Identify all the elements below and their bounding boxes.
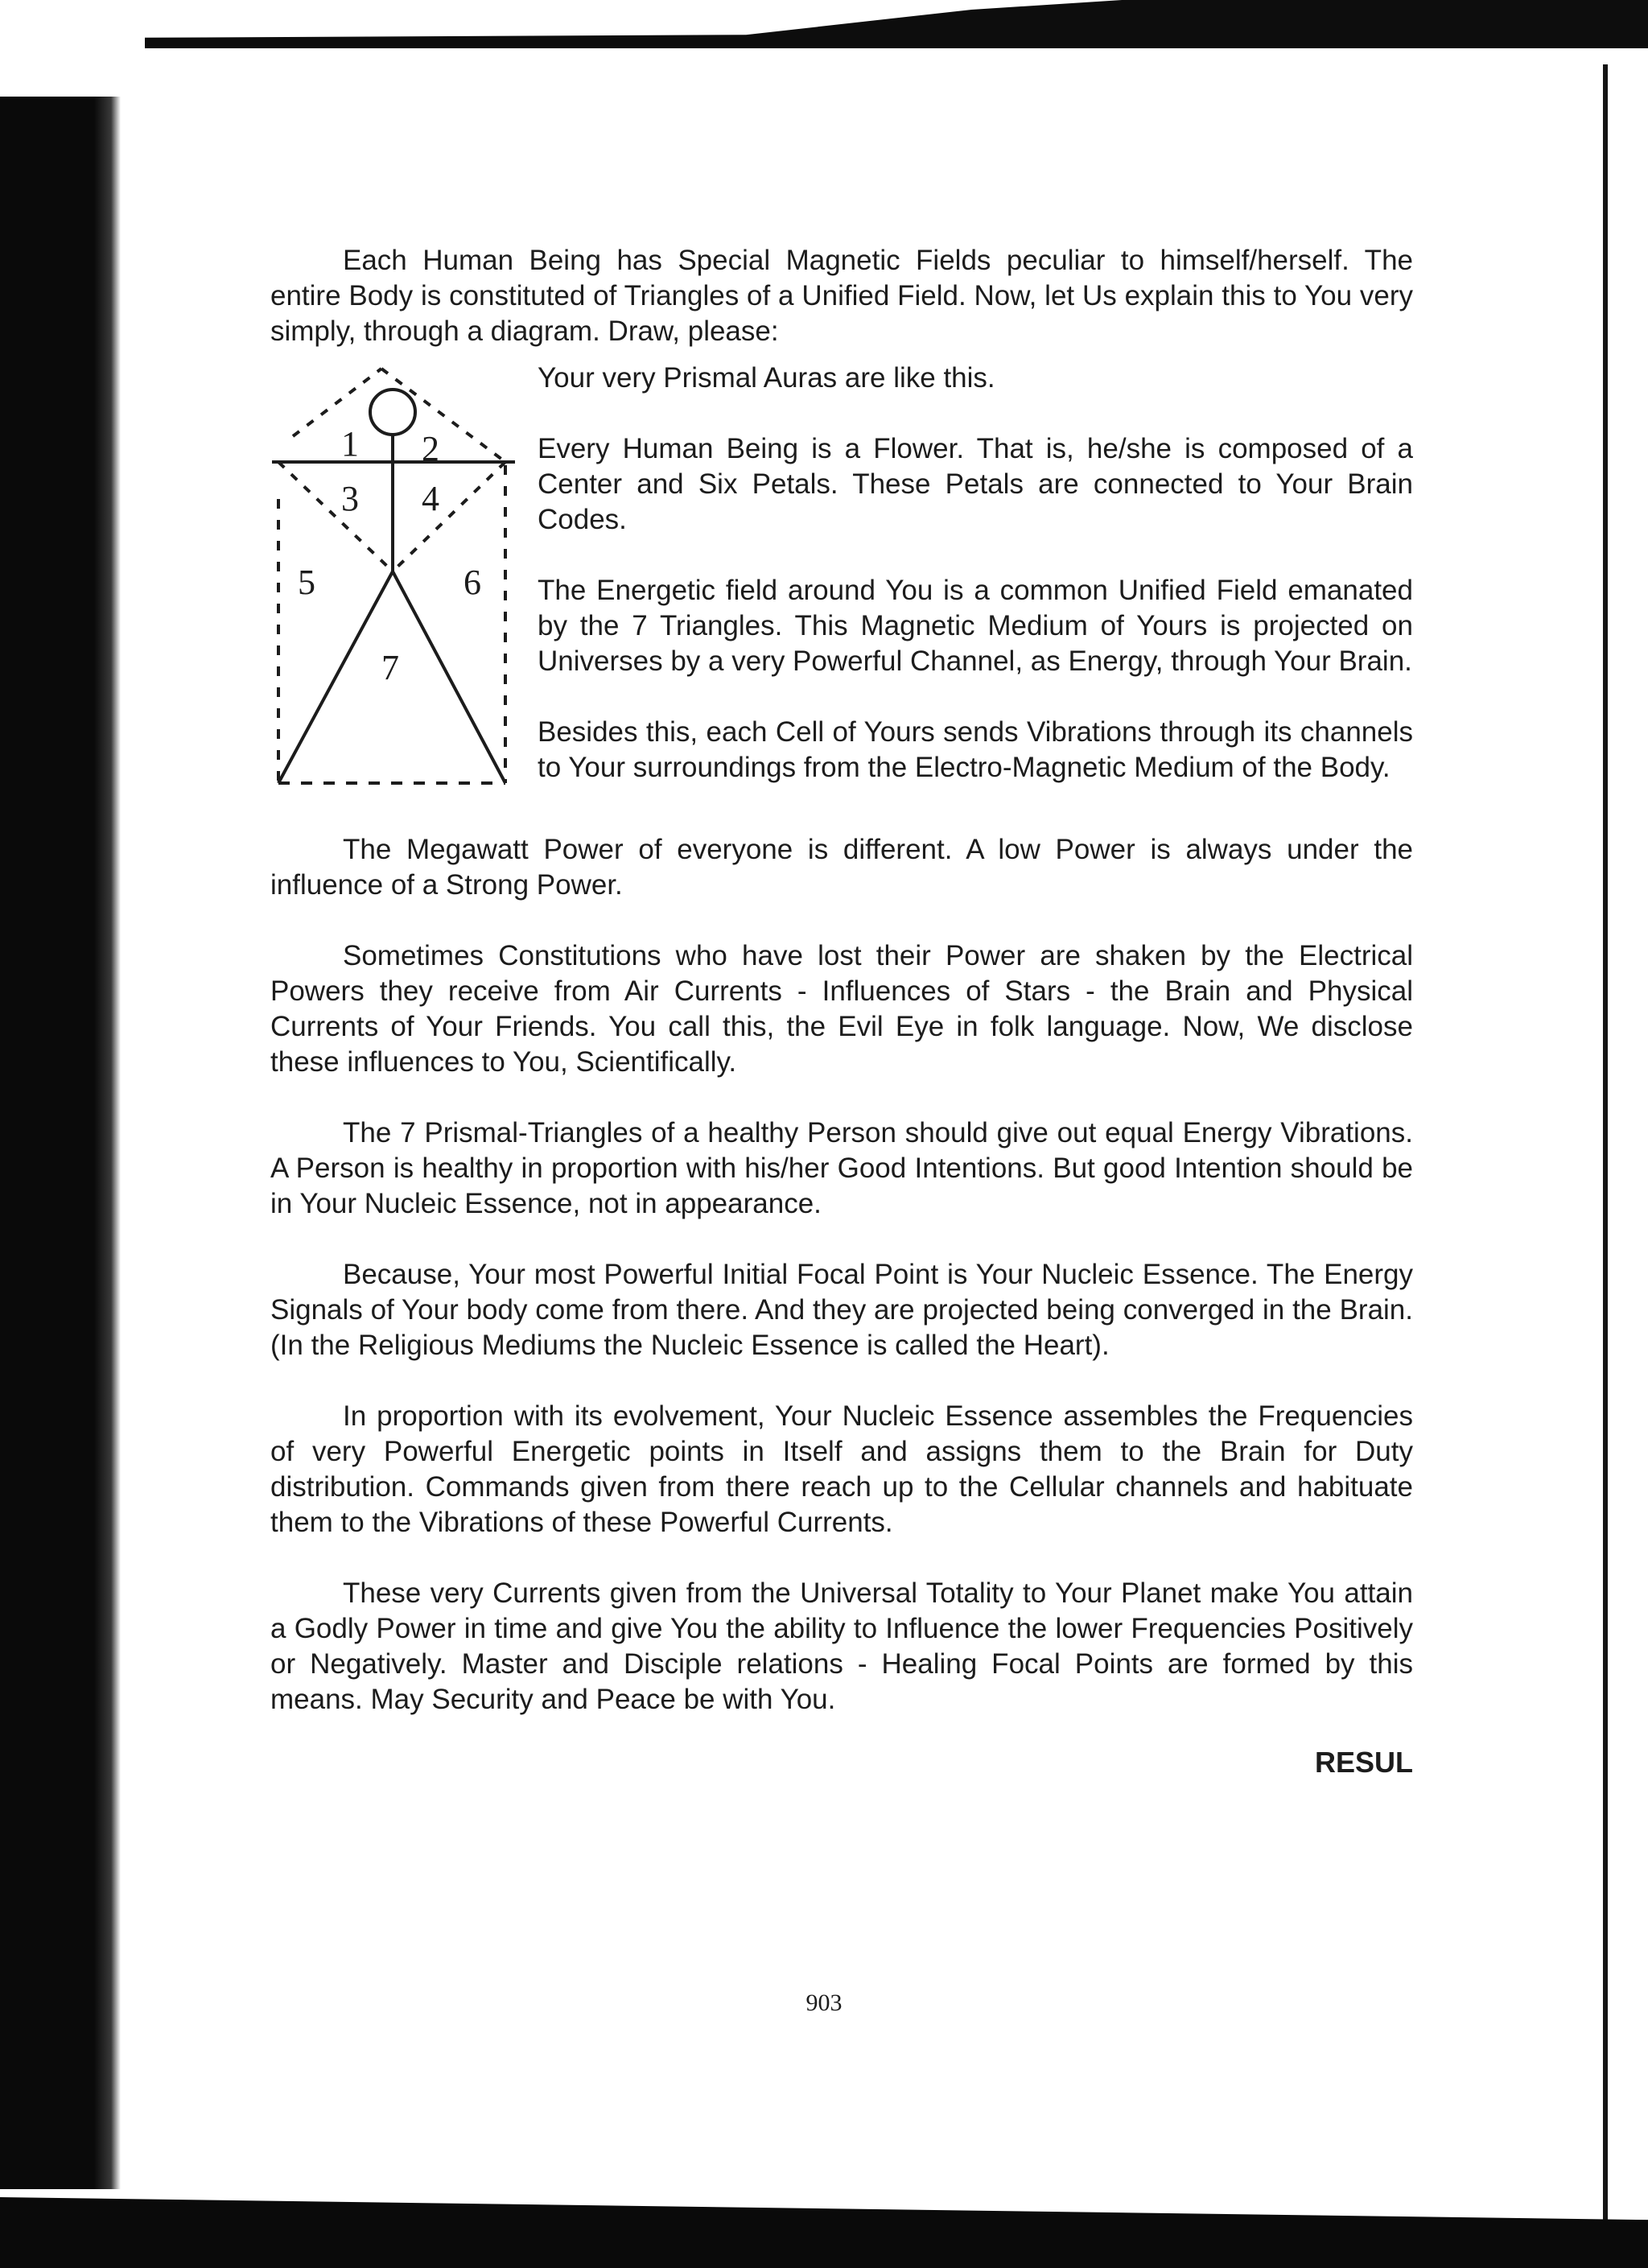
body-paragraph: In proportion with its evolvement, Your Nucleic Essence assembles the Frequencies of very Powerful Energetic points in Itself and assigns them to the Brain for Duty distribution. Commands given from there reach up to the Cellular channels and habituate them to the Vibrations of these Powerful Currents. bbox=[270, 1400, 1413, 1538]
side-paragraph: Your very Prismal Auras are like this. bbox=[538, 362, 995, 394]
figure-side-text bbox=[538, 361, 1413, 786]
triangle-label-4: 4 bbox=[422, 479, 439, 518]
figure-block bbox=[270, 361, 1413, 795]
body-paragraph: The 7 Prismal-Triangles of a healthy Person should give out equal Energy Vibrations. A Person is healthy in proportion with his/her Good Intentions. But good Intention should be in Your Nucleic Essence, not in appearance. bbox=[270, 1117, 1413, 1219]
scan-edge-top bbox=[145, 0, 1648, 48]
triangle-label-1: 1 bbox=[341, 424, 359, 464]
scan-edge-bottom bbox=[0, 2197, 1648, 2268]
triangle-label-3: 3 bbox=[341, 479, 359, 518]
signature: RESUL bbox=[1314, 1746, 1413, 1779]
triangle-label-6: 6 bbox=[464, 563, 481, 602]
left-leg bbox=[278, 571, 393, 783]
side-paragraph: Besides this, each Cell of Yours sends Vibrations through its channels to Your surroundings from the Electro-Magnetic Medium of the Body. bbox=[538, 716, 1413, 783]
side-paragraph: The Energetic field around You is a common Unified Field emanated by the 7 Triangles. This Magnetic Medium of Yours is projected on Universes by a very Powerful Channel, as Energy, through Your Brain. bbox=[538, 575, 1413, 677]
diagonal-right bbox=[393, 462, 505, 571]
body-paragraph: The Megawatt Power of everyone is different. A low Power is always under the influence of a Strong Power. bbox=[270, 834, 1413, 901]
prismal-aura-diagram bbox=[264, 361, 521, 795]
triangle-label-7: 7 bbox=[381, 648, 399, 687]
right-leg bbox=[393, 571, 505, 783]
aura-line-top-right bbox=[381, 369, 505, 462]
head-circle bbox=[370, 390, 415, 435]
scan-edge-left bbox=[0, 97, 121, 2189]
page-content bbox=[270, 243, 1413, 1780]
page-number: 903 bbox=[805, 1990, 843, 2016]
intro-paragraph: Each Human Being has Special Magnetic Fields peculiar to himself/herself. The entire Body is constituted of Triangles of a Unified Field. Now, let Us explain this to You very simply, through a diagram. Draw, please: bbox=[270, 245, 1413, 347]
triangle-label-2: 2 bbox=[422, 429, 439, 468]
diagonal-left bbox=[278, 462, 393, 571]
side-paragraph: Every Human Being is a Flower. That is, he/she is composed of a Center and Six Petals. These Petals are connected to Your Brain Codes. bbox=[538, 433, 1413, 535]
body-paragraph: These very Currents given from the Universal Totality to Your Planet make You attain a Godly Power in time and give You the ability to Influence the lower Frequencies Positively or Negatively. Master and Disciple relations - Healing Focal Points are formed by this means. May Security and Peace be with You. bbox=[270, 1577, 1413, 1715]
body-paragraph: Sometimes Constitutions who have lost their Power are shaken by the Electrical Powers they receive from Air Currents - Influences of Stars - the Brain and Physical Currents of Your Friends. You call this, the Evil Eye in folk language. Now, We disclose these influences to You, Scientifically. bbox=[270, 940, 1413, 1078]
triangle-label-5: 5 bbox=[298, 563, 315, 602]
body-paragraph: Because, Your most Powerful Initial Focal Point is Your Nucleic Essence. The Energy Signals of Your body come from there. And they are projected being converged in the Brain. (In the Religious Mediums the Nucleic Essence is called the Heart). bbox=[270, 1259, 1413, 1361]
aura-line-top-left bbox=[293, 369, 381, 436]
scan-edge-right bbox=[1603, 64, 1608, 2229]
